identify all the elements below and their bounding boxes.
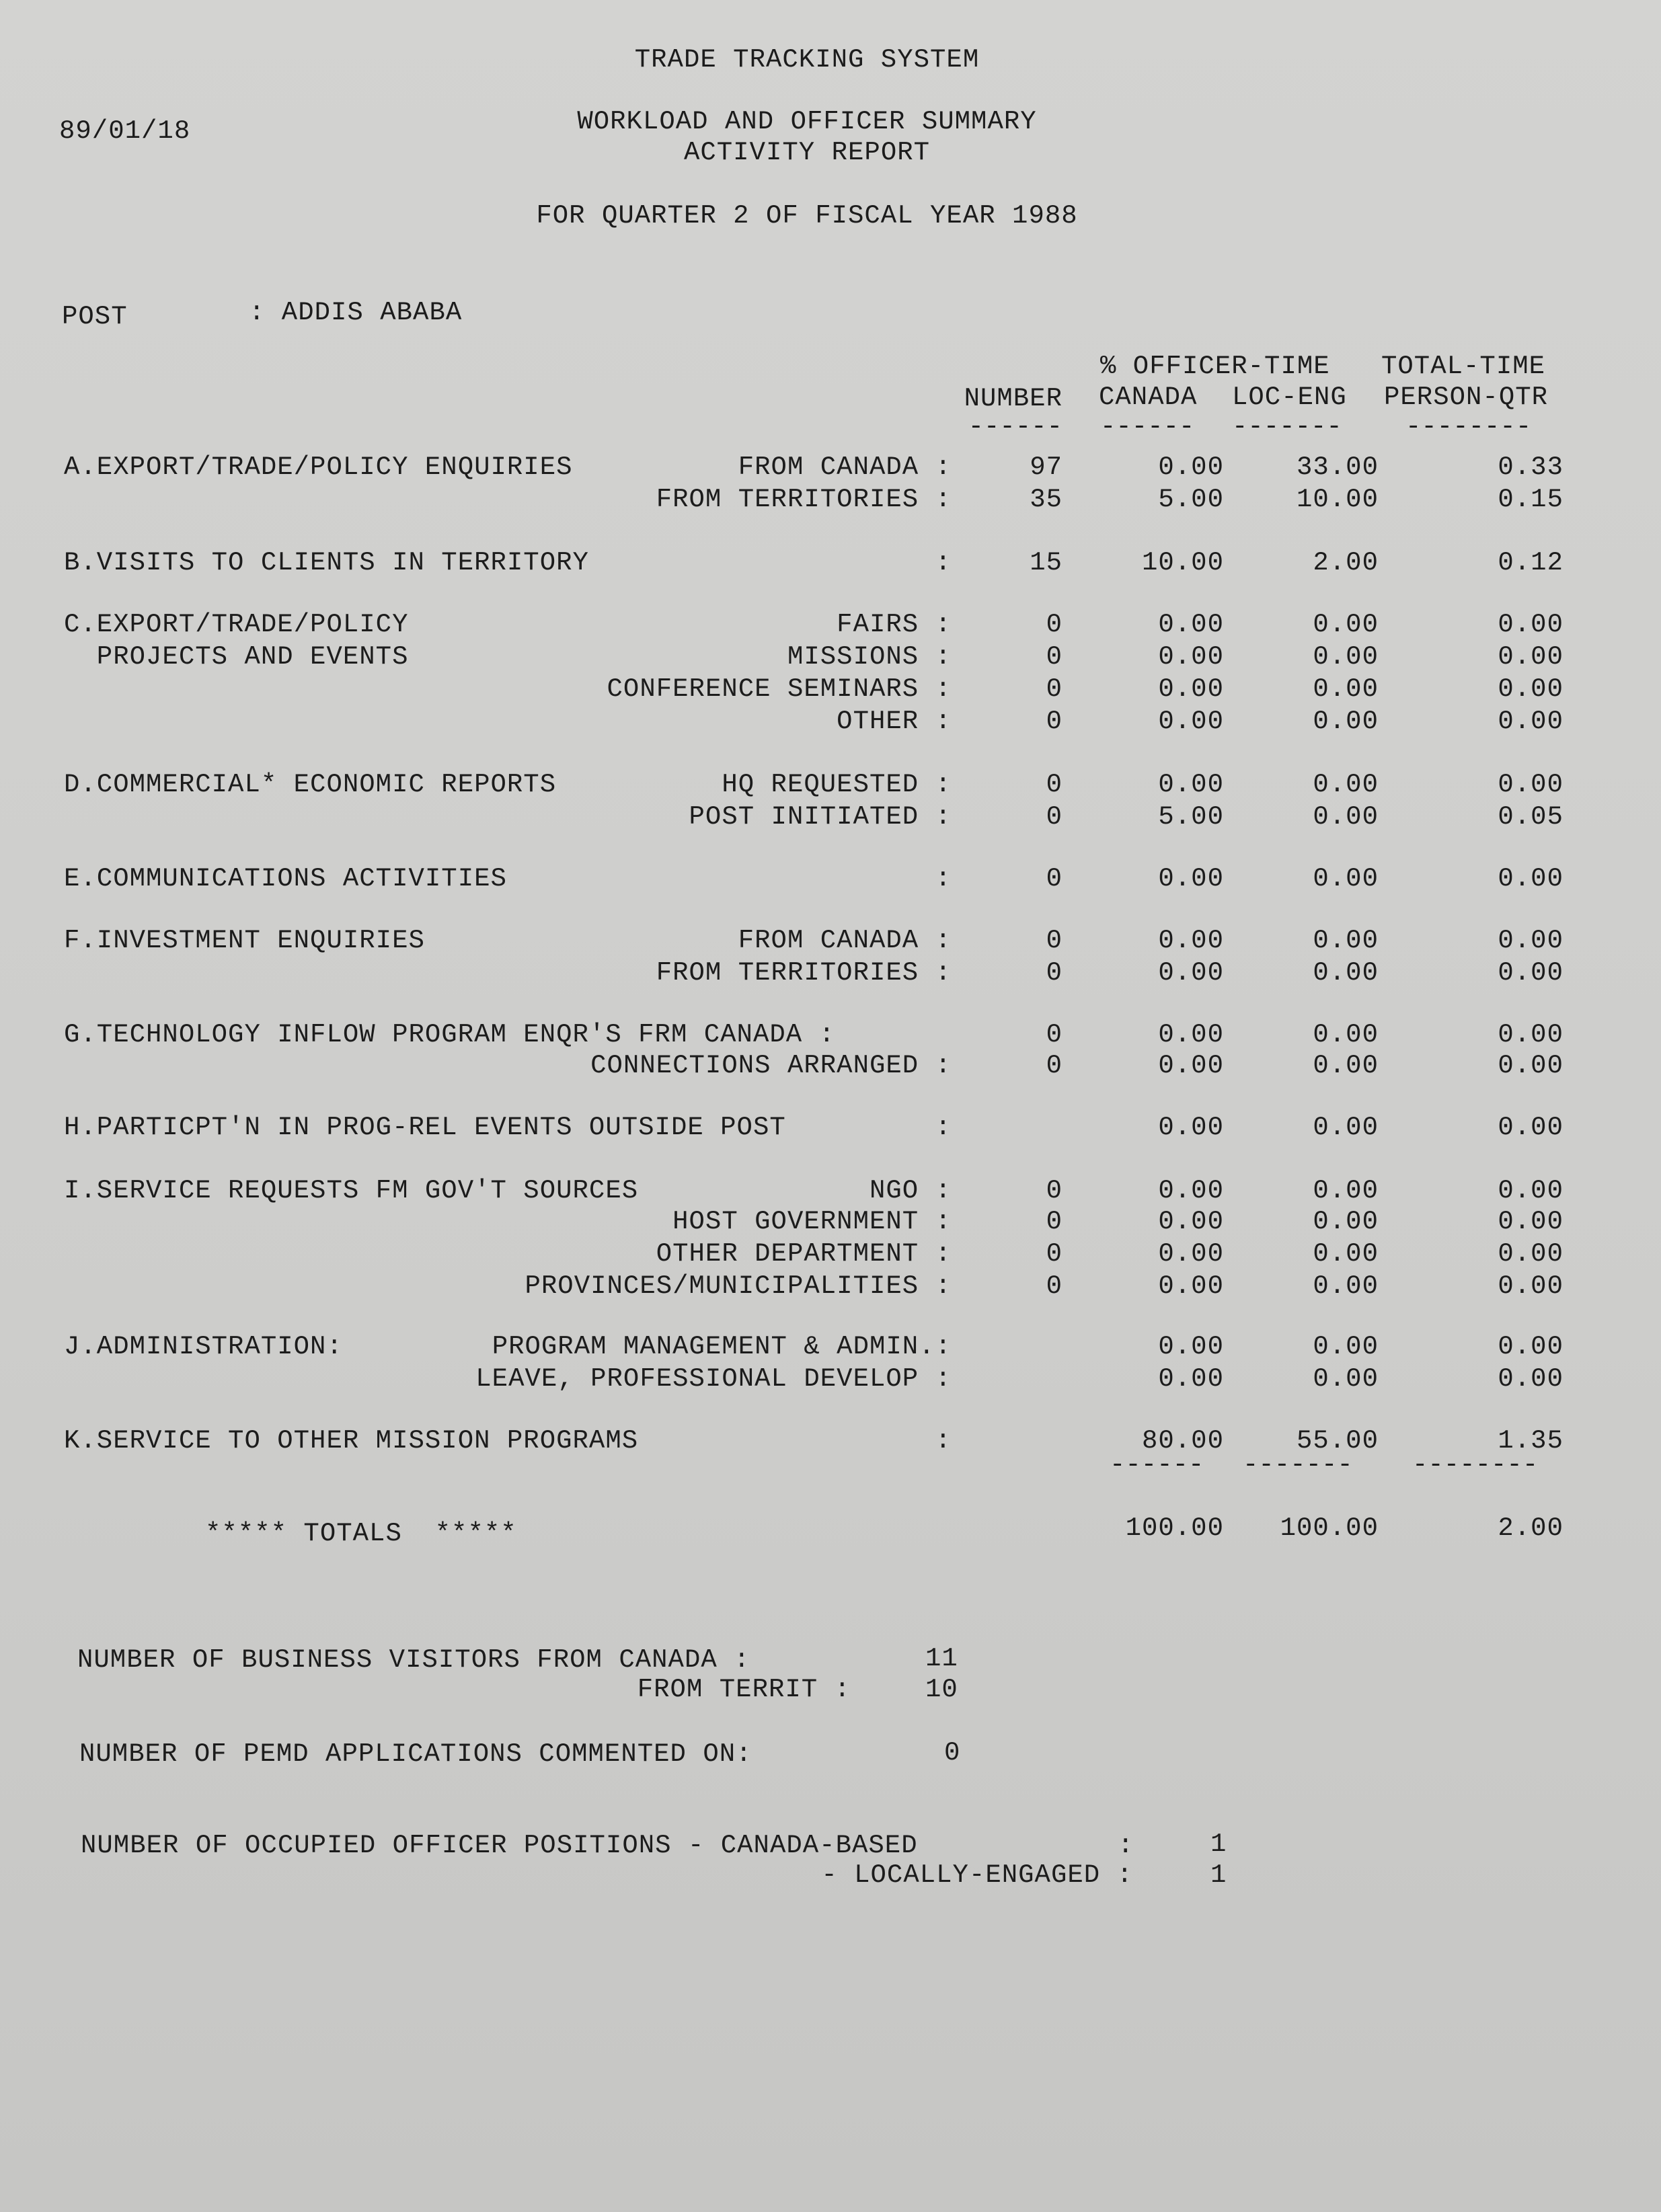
row-loceng-pct: 0.00 (1313, 1113, 1379, 1142)
row-person-qtr: 0.15 (1498, 485, 1563, 514)
row-person-qtr: 0.00 (1498, 864, 1563, 894)
row-section-label: A.EXPORT/TRADE/POLICY ENQUIRIES (64, 452, 573, 482)
row-sub-label: : (935, 1426, 952, 1456)
row-number: 0 (1046, 1239, 1063, 1269)
row-loceng-pct: 0.00 (1313, 642, 1379, 672)
row-person-qtr: 0.00 (1498, 1020, 1563, 1050)
row-canada-pct: 0.00 (1158, 610, 1224, 639)
row-sub-label: FROM TERRITORIES : (656, 485, 952, 514)
visitors-territ: 10 (925, 1675, 958, 1704)
row-section-label: E.COMMUNICATIONS ACTIVITIES (64, 864, 507, 894)
row-section-label: B.VISITS TO CLIENTS IN TERRITORY (64, 548, 589, 578)
row-sub-label: PROGRAM MANAGEMENT & ADMIN.: (492, 1332, 952, 1361)
row-number: 0 (1046, 707, 1063, 736)
row-loceng-pct: 2.00 (1313, 548, 1379, 578)
row-sub-label: : (935, 864, 952, 894)
row-section-label: D.COMMERCIAL* ECONOMIC REPORTS (64, 770, 557, 799)
row-person-qtr: 0.00 (1498, 674, 1563, 704)
row-loceng-pct: 0.00 (1313, 1332, 1379, 1361)
row-loceng-pct: 0.00 (1313, 1239, 1379, 1269)
row-canada-pct: 0.00 (1158, 642, 1224, 672)
row-canada-pct: 0.00 (1158, 1332, 1224, 1361)
totals-total-rule: -------- (1412, 1450, 1539, 1480)
row-person-qtr: 0.00 (1498, 1176, 1563, 1206)
row-number: 0 (1046, 1020, 1063, 1050)
pemd-value: 0 (944, 1738, 961, 1768)
row-sub-label: HOST GOVERNMENT : (672, 1207, 952, 1236)
row-person-qtr: 0.05 (1498, 802, 1563, 832)
row-loceng-pct: 0.00 (1313, 1364, 1379, 1394)
row-person-qtr: 0.00 (1498, 707, 1563, 736)
row-person-qtr: 0.00 (1498, 1332, 1563, 1361)
row-loceng-pct: 0.00 (1313, 674, 1379, 704)
loc-eng-rule: ------- (1232, 412, 1342, 442)
row-section-label: J.ADMINISTRATION: (64, 1332, 343, 1361)
row-loceng-pct: 0.00 (1313, 770, 1379, 799)
totals-total: 2.00 (1498, 1513, 1563, 1543)
number-rule: ------ (968, 412, 1063, 442)
row-section-label: I.SERVICE REQUESTS FM GOV'T SOURCES (64, 1176, 639, 1206)
row-person-qtr: 0.00 (1498, 642, 1563, 672)
report-period: FOR QUARTER 2 OF FISCAL YEAR 1988 (536, 201, 1078, 231)
row-number: 0 (1046, 1051, 1063, 1080)
row-canada-pct: 0.00 (1158, 1239, 1224, 1269)
row-number: 0 (1046, 642, 1063, 672)
row-sub-label: FROM TERRITORIES : (656, 958, 952, 988)
totals-label: ***** TOTALS ***** (205, 1519, 517, 1548)
row-number: 15 (1030, 548, 1063, 578)
row-person-qtr: 0.33 (1498, 452, 1563, 482)
visitors-canada: 11 (925, 1644, 958, 1673)
row-number: 0 (1046, 674, 1063, 704)
row-canada-pct: 0.00 (1158, 1207, 1224, 1236)
report-subtitle: ACTIVITY REPORT (683, 138, 931, 167)
row-number: 0 (1046, 802, 1063, 832)
row-sub-label: FROM CANADA : (738, 926, 952, 955)
visitors-label: NUMBER OF BUSINESS VISITORS FROM CANADA : (77, 1645, 750, 1675)
row-sub-label: OTHER : (837, 707, 952, 736)
canada-rule: ------ (1100, 412, 1195, 442)
row-person-qtr: 0.00 (1498, 1364, 1563, 1394)
row-person-qtr: 0.00 (1498, 770, 1563, 799)
row-sub-label: FROM CANADA : (738, 452, 952, 482)
row-loceng-pct: 0.00 (1313, 1176, 1379, 1206)
row-number: 0 (1046, 610, 1063, 639)
row-sub-label: CONNECTIONS ARRANGED : (590, 1051, 952, 1080)
positions-locally-engaged: 1 (1210, 1860, 1227, 1890)
row-loceng-pct: 0.00 (1313, 802, 1379, 832)
positions-canada-based: 1 (1210, 1829, 1227, 1859)
row-canada-pct: 5.00 (1158, 485, 1224, 514)
row-canada-pct: 0.00 (1158, 452, 1224, 482)
row-number: 97 (1030, 452, 1063, 482)
row-person-qtr: 0.00 (1498, 1113, 1563, 1142)
pemd-label: NUMBER OF PEMD APPLICATIONS COMMENTED ON: (79, 1739, 752, 1769)
totals-canada-rule: ------ (1110, 1450, 1204, 1480)
row-section-label: K.SERVICE TO OTHER MISSION PROGRAMS (64, 1426, 639, 1456)
number-header: NUMBER (964, 384, 1063, 413)
canada-header: CANADA (1099, 383, 1198, 412)
post-label: POST (62, 302, 128, 331)
row-number: 0 (1046, 1207, 1063, 1236)
row-canada-pct: 0.00 (1158, 864, 1224, 894)
loc-eng-header: LOC-ENG (1232, 383, 1347, 412)
row-person-qtr: 0.00 (1498, 1271, 1563, 1301)
row-loceng-pct: 55.00 (1296, 1426, 1379, 1456)
row-sub-label: : (935, 1113, 952, 1142)
row-loceng-pct: 0.00 (1313, 1207, 1379, 1236)
totals-loceng: 100.00 (1280, 1513, 1379, 1543)
total-time-header: TOTAL-TIME (1381, 352, 1546, 381)
row-canada-pct: 0.00 (1158, 1020, 1224, 1050)
row-sub-label: : (935, 548, 952, 578)
row-canada-pct: 0.00 (1158, 926, 1224, 955)
row-section-label: F.INVESTMENT ENQUIRIES (64, 926, 425, 955)
row-section-label: G.TECHNOLOGY INFLOW PROGRAM ENQR'S FRM CANADA : (64, 1020, 835, 1050)
totals-loceng-rule: ------- (1243, 1450, 1353, 1480)
row-number: 35 (1030, 485, 1063, 514)
row-person-qtr: 1.35 (1498, 1426, 1563, 1456)
totals-canada: 100.00 (1125, 1513, 1224, 1543)
row-person-qtr: 0.00 (1498, 926, 1563, 955)
total-rule: -------- (1405, 412, 1532, 442)
row-person-qtr: 0.00 (1498, 1207, 1563, 1236)
row-loceng-pct: 0.00 (1313, 1051, 1379, 1080)
row-canada-pct: 0.00 (1158, 674, 1224, 704)
row-person-qtr: 0.00 (1498, 958, 1563, 988)
row-number: 0 (1046, 926, 1063, 955)
positions-le-label: - LOCALLY-ENGAGED : (821, 1860, 1133, 1890)
row-sub-label: PROVINCES/MUNICIPALITIES : (525, 1271, 952, 1301)
row-sub-label: OTHER DEPARTMENT : (656, 1239, 952, 1269)
row-person-qtr: 0.00 (1498, 1051, 1563, 1080)
row-canada-pct: 10.00 (1141, 548, 1224, 578)
row-canada-pct: 5.00 (1158, 802, 1224, 832)
row-loceng-pct: 0.00 (1313, 958, 1379, 988)
row-loceng-pct: 0.00 (1313, 926, 1379, 955)
row-number: 0 (1046, 1271, 1063, 1301)
row-section-label: PROJECTS AND EVENTS (64, 642, 409, 672)
row-section-label: C.EXPORT/TRADE/POLICY (64, 610, 409, 639)
row-loceng-pct: 33.00 (1296, 452, 1379, 482)
positions-label: NUMBER OF OCCUPIED OFFICER POSITIONS - CANADA-BASED (81, 1831, 918, 1860)
row-number: 0 (1046, 864, 1063, 894)
row-sub-label: NGO : (869, 1176, 952, 1206)
row-person-qtr: 0.00 (1498, 1239, 1563, 1269)
row-sub-label: POST INITIATED : (689, 802, 952, 832)
row-loceng-pct: 0.00 (1313, 707, 1379, 736)
row-canada-pct: 0.00 (1158, 1271, 1224, 1301)
row-canada-pct: 0.00 (1158, 770, 1224, 799)
row-sub-label: MISSIONS : (787, 642, 952, 672)
row-number: 0 (1046, 958, 1063, 988)
row-loceng-pct: 0.00 (1313, 1271, 1379, 1301)
row-sub-label: FAIRS : (837, 610, 952, 639)
row-sub-label: LEAVE, PROFESSIONAL DEVELOP : (475, 1364, 952, 1394)
row-loceng-pct: 0.00 (1313, 864, 1379, 894)
row-loceng-pct: 0.00 (1313, 1020, 1379, 1050)
row-canada-pct: 0.00 (1158, 1051, 1224, 1080)
row-canada-pct: 0.00 (1158, 1364, 1224, 1394)
person-qtr-header: PERSON-QTR (1384, 383, 1549, 412)
row-loceng-pct: 0.00 (1313, 610, 1379, 639)
row-section-label: H.PARTICPT'N IN PROG-REL EVENTS OUTSIDE POST (64, 1113, 786, 1142)
row-sub-label: HQ REQUESTED : (722, 770, 952, 799)
row-canada-pct: 0.00 (1158, 1176, 1224, 1206)
row-canada-pct: 0.00 (1158, 707, 1224, 736)
row-person-qtr: 0.00 (1498, 610, 1563, 639)
row-loceng-pct: 10.00 (1296, 485, 1379, 514)
row-canada-pct: 0.00 (1158, 958, 1224, 988)
row-sub-label: CONFERENCE SEMINARS : (607, 674, 952, 704)
system-title: TRADE TRACKING SYSTEM (634, 45, 980, 75)
positions-cb-colon: : (1118, 1831, 1134, 1860)
post-value: : ADDIS ABABA (249, 298, 463, 327)
row-number: 0 (1046, 770, 1063, 799)
officer-time-header: % OFFICER-TIME (1100, 352, 1330, 381)
visitors-territ-label: FROM TERRIT : (637, 1675, 851, 1704)
row-number: 0 (1046, 1176, 1063, 1206)
report-title: WORKLOAD AND OFFICER SUMMARY (577, 107, 1037, 136)
row-canada-pct: 80.00 (1141, 1426, 1224, 1456)
row-canada-pct: 0.00 (1158, 1113, 1224, 1142)
report-date: 89/01/18 (59, 116, 191, 146)
row-person-qtr: 0.12 (1498, 548, 1563, 578)
